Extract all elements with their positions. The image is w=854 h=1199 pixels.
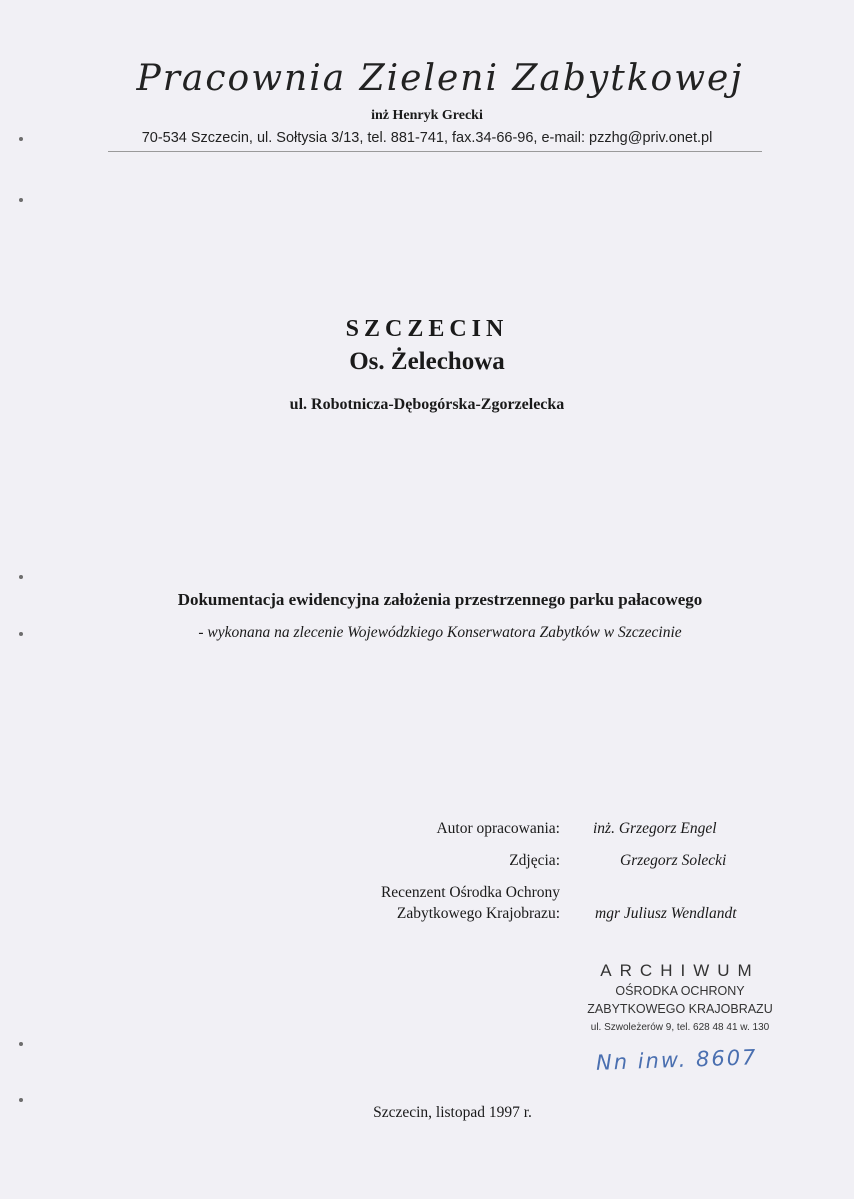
- stamp-title: ARCHIWUM: [600, 961, 760, 980]
- photos-value: Grzegorz Solecki: [620, 852, 727, 869]
- stamp-address: ul. Szwoleżerów 9, tel. 628 48 41 w. 130: [590, 1022, 770, 1033]
- archive-stamp: [560, 960, 800, 1036]
- estate-heading: Os. Żelechowa: [349, 348, 505, 375]
- reviewer-value: mgr Juliusz Wendlandt: [595, 905, 737, 922]
- author-value: inż. Grzegorz Engel: [593, 820, 717, 837]
- streets-line: ul. Robotnicza-Dębogórska-Zgorzelecka: [289, 396, 565, 413]
- letterhead-owner: inż Henryk Grecki: [371, 108, 483, 123]
- letterhead-company-name: Pracownia Zieleni Zabytkowej: [136, 58, 744, 99]
- author-label: Autor opracowania:: [436, 820, 560, 837]
- punch-hole-mark: [19, 198, 23, 202]
- document-title: Dokumentacja ewidencyjna założenia przestrzennego parku pałacowego: [177, 590, 703, 609]
- letterhead-divider: [108, 151, 762, 152]
- punch-hole-mark: [19, 1098, 23, 1102]
- reviewer-label-line2: Zabytkowego Krajobrazu:: [396, 905, 560, 922]
- letterhead-contact-line: 70-534 Szczecin, ul. Sołtysia 3/13, tel. 881-741, fax.34-66-96, e-mail: pzzhg@priv.onet.pl: [141, 130, 713, 146]
- handwritten-inventory-note: Nn inw. 8607: [595, 1045, 758, 1075]
- document-subtitle: - wykonana na zlecenie Wojewódzkiego Konserwatora Zabytków w Szczecinie: [198, 624, 682, 641]
- punch-hole-mark: [19, 575, 23, 579]
- photos-label: Zdjęcia:: [509, 852, 560, 869]
- stamp-line2: ZABYTKOWEGO KRAJOBRAZU: [587, 1002, 773, 1016]
- place-and-date: Szczecin, listopad 1997 r.: [373, 1104, 532, 1121]
- reviewer-label-line1: Recenzent Ośrodka Ochrony: [380, 884, 560, 901]
- city-heading: SZCZECIN: [345, 316, 509, 342]
- punch-hole-mark: [19, 1042, 23, 1046]
- stamp-line1: OŚRODKA OCHRONY: [615, 984, 745, 998]
